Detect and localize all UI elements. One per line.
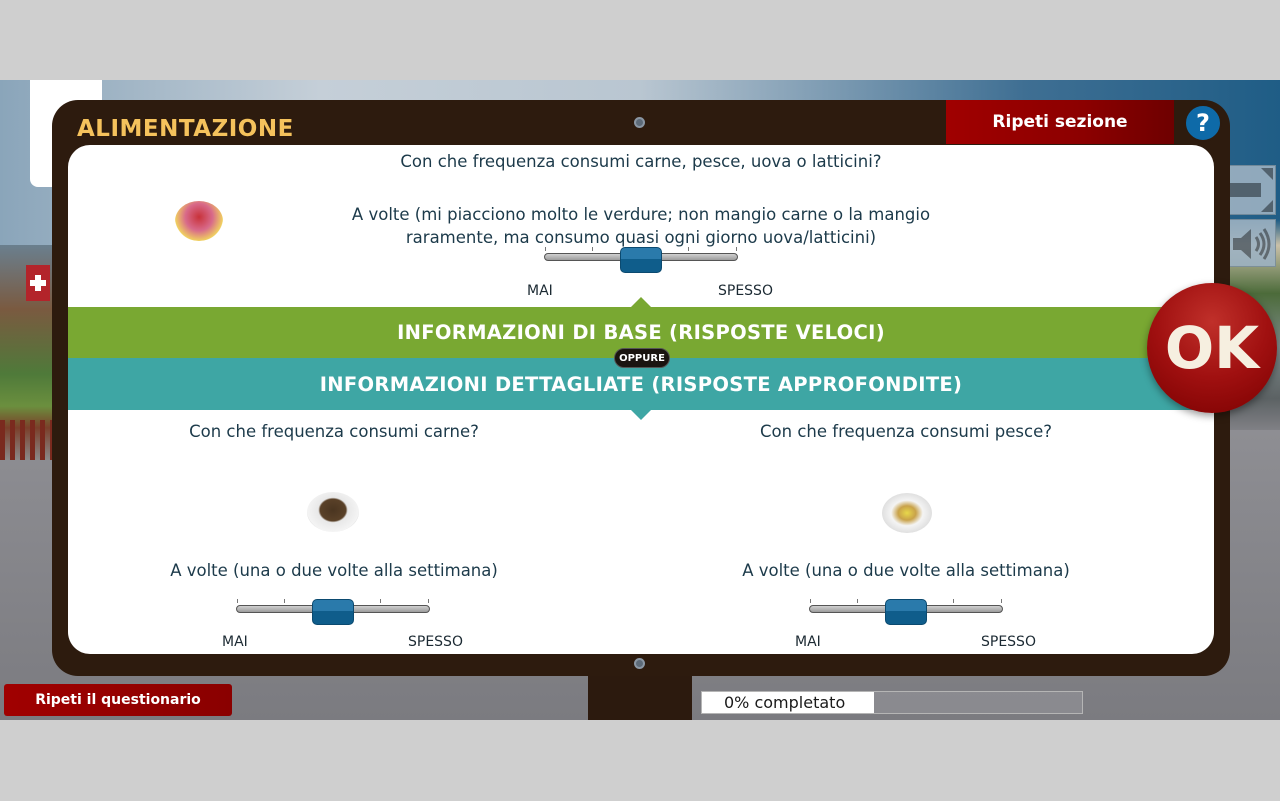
- fish-plate-image: [882, 493, 932, 533]
- slider-tick: [284, 599, 285, 603]
- main-frequency-slider[interactable]: [544, 243, 738, 273]
- meat-answer-text: A volte (una o due volte alla settimana): [170, 561, 498, 580]
- arrow-down-icon: [631, 410, 651, 420]
- arrow-corner-icon: [1261, 200, 1273, 212]
- scale-max-label: SPESSO: [981, 634, 1036, 650]
- ok-button[interactable]: OK: [1147, 283, 1277, 413]
- main-question-text: Con che frequenza consumi carne, pesce, uova o latticini?: [400, 152, 882, 171]
- slider-tick: [380, 599, 381, 603]
- board-post: [588, 670, 692, 720]
- repeat-questionnaire-button[interactable]: Ripeti il questionario: [4, 684, 232, 716]
- scale-min-label: MAI: [527, 283, 553, 299]
- arrow-corner-icon: [1261, 168, 1273, 180]
- slider-thumb[interactable]: [312, 599, 354, 625]
- scale-max-label: SPESSO: [718, 283, 773, 299]
- slider-tick: [545, 247, 546, 251]
- basic-info-mode-button[interactable]: INFORMAZIONI DI BASE (RISPOSTE VELOCI): [68, 307, 1214, 358]
- or-badge: OPPURE: [614, 348, 670, 368]
- main-answer-line1: A volte (mi piacciono molto le verdure; non mangio carne o la mangio: [351, 205, 931, 224]
- background-fence: [0, 420, 55, 460]
- meat-question-text: Con che frequenza consumi carne?: [189, 422, 479, 441]
- arrow-up-icon: [631, 297, 651, 307]
- slider-tick: [1001, 599, 1002, 603]
- swiss-flag-icon: [26, 265, 50, 301]
- question-panel: [68, 145, 1214, 654]
- screw-icon: [634, 117, 645, 128]
- fish-answer-text: A volte (una o due volte alla settimana): [742, 561, 1070, 580]
- detailed-info-mode-button[interactable]: INFORMAZIONI DETTAGLIATE (RISPOSTE APPROFONDITE): [68, 358, 1214, 410]
- slider-tick: [857, 599, 858, 603]
- slider-tick: [810, 599, 811, 603]
- help-button[interactable]: ?: [1184, 104, 1222, 142]
- slider-thumb[interactable]: [885, 599, 927, 625]
- meat-frequency-slider[interactable]: [236, 595, 430, 625]
- slider-tick: [736, 247, 737, 251]
- fish-frequency-slider[interactable]: [809, 595, 1003, 625]
- slider-tick: [428, 599, 429, 603]
- scale-max-label: SPESSO: [408, 634, 463, 650]
- screw-icon: [634, 658, 645, 669]
- progress-label: 0% completato: [724, 693, 846, 712]
- slider-thumb[interactable]: [620, 247, 662, 273]
- slider-tick: [688, 247, 689, 251]
- slider-tick: [237, 599, 238, 603]
- repeat-section-button[interactable]: Ripeti sezione: [946, 100, 1174, 144]
- progress-bar: [701, 691, 1083, 714]
- fullscreen-icon: [1227, 183, 1261, 197]
- question-board: [52, 100, 1230, 676]
- slider-tick: [953, 599, 954, 603]
- meat-plate-image: [307, 492, 359, 532]
- section-title: ALIMENTAZIONE: [77, 116, 294, 142]
- scale-min-label: MAI: [222, 634, 248, 650]
- slider-tick: [592, 247, 593, 251]
- main-answer-line2: raramente, ma consumo quasi ogni giorno uova/latticini): [405, 228, 877, 247]
- fish-question-text: Con che frequenza consumi pesce?: [760, 422, 1052, 441]
- scale-min-label: MAI: [795, 634, 821, 650]
- game-stage: [0, 80, 1280, 720]
